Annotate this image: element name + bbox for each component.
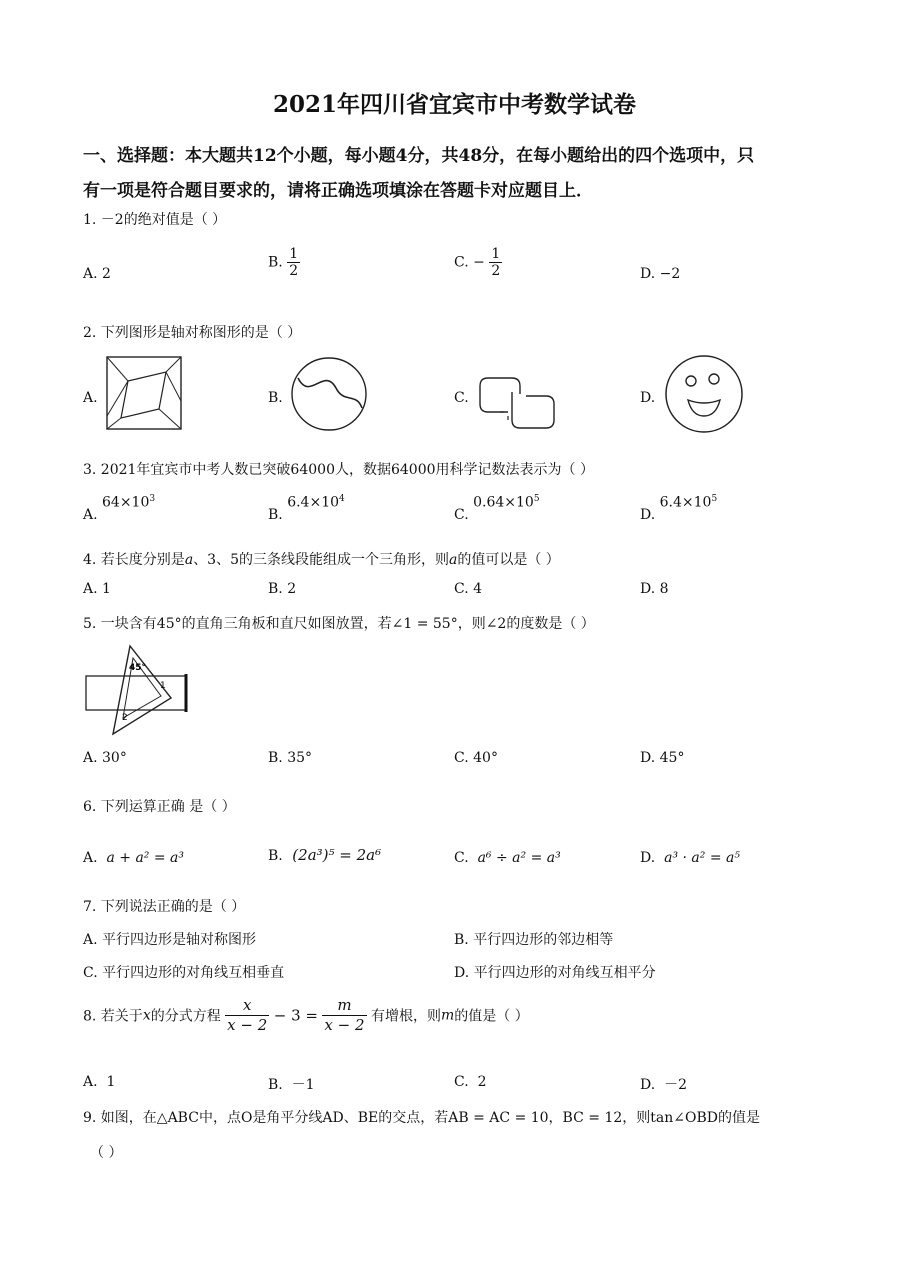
q3-a-value: 64×10 [102, 494, 150, 511]
q3-option-b[interactable] [268, 494, 345, 523]
q4-option-c[interactable] [454, 581, 482, 597]
q3-stem: 3. 2021年宜宾市中考人数已突破64000人，数据64000用科学记数法表示为（ ） [83, 462, 594, 478]
section-heading-line1: 一、选择题：本大题共12个小题，每小题4分，共48分，在每小题给出的四个选项中，只 [83, 146, 755, 166]
q6-c-label: C. [454, 850, 469, 866]
q6-a-label: A. [83, 850, 98, 866]
q8-option-a[interactable] [83, 1074, 115, 1090]
q6-c-value: a⁶ ÷ a² = a³ [477, 850, 561, 866]
q4-option-d[interactable] [640, 581, 669, 597]
q4-d-value: 8 [659, 581, 669, 597]
q8-c-value: 2 [477, 1074, 487, 1090]
q8-fraction-right [322, 996, 366, 1035]
q5-c-label: C. [454, 750, 469, 766]
q3-d-value: 6.4×10 [659, 494, 712, 511]
q1-c-sign: − [473, 254, 485, 271]
q5-fig-45-label: 45° [129, 663, 147, 673]
q4-stem [83, 549, 560, 569]
page-title: 2021年四川省宜宾市中考数学试卷 [272, 91, 636, 118]
q5-stem: 5. 一块含有45°的直角三角板和直尺如图放置，若∠1 = 55°，则∠2的度数是（ ） [83, 616, 595, 632]
q1-option-b[interactable] [268, 246, 300, 279]
q5-a-value: 30° [102, 750, 127, 766]
q2-a-label[interactable]: A. [83, 390, 98, 406]
q1-d-value: −2 [659, 266, 681, 282]
q6-d-label: D. [640, 850, 656, 866]
q3-d-exp: 5 [711, 494, 718, 504]
q1-c-den: 2 [491, 263, 501, 279]
q6-stem: 6. 下列运算正确 是（ ） [83, 799, 236, 815]
q1-option-d[interactable] [640, 266, 680, 282]
q5-d-value: 45° [659, 750, 685, 766]
q3-a-exp: 3 [149, 494, 156, 504]
q2-figure-a-icon [106, 356, 182, 430]
q6-d-value: a³ · a² = a⁵ [664, 850, 740, 866]
q8-stem-pre: 8. 若关于 [83, 1008, 143, 1025]
q8-frac1-num: x [225, 996, 269, 1016]
q3-b-value: 6.4×10 [287, 494, 340, 511]
q8-c-label: C. [454, 1074, 469, 1090]
q5-c-value: 40° [473, 750, 498, 766]
q8-minus3: − 3 = [273, 1006, 318, 1025]
q1-option-c[interactable] [454, 246, 502, 279]
q3-a-label: A. [83, 506, 98, 523]
q1-option-a[interactable] [83, 266, 111, 282]
q5-fig-angle1-label: 1 [160, 681, 166, 691]
q8-frac2-num: m [322, 996, 366, 1016]
q5-b-label: B. [268, 750, 283, 766]
q8-var-x: x [142, 1007, 151, 1024]
q5-b-value: 35° [287, 750, 313, 766]
q1-b-label: B. [268, 254, 283, 271]
q1-b-fraction [287, 246, 300, 279]
q6-b-label: B. [268, 848, 283, 864]
q4-var-a2: a [449, 552, 458, 568]
q6-option-b[interactable] [268, 846, 381, 864]
q3-option-d[interactable] [640, 494, 718, 523]
q7-option-c[interactable]: C. 平行四边形的对角线互相垂直 [83, 965, 285, 981]
q8-d-value: －2 [664, 1077, 688, 1093]
q3-c-label: C. [454, 506, 469, 523]
q3-b-label: B. [268, 506, 283, 523]
q4-stem-pre: 4. 若长度分别是 [83, 552, 185, 568]
q8-a-label: A. [83, 1074, 98, 1090]
q7-option-b[interactable]: B. 平行四边形的邻边相等 [454, 932, 614, 948]
q4-d-label: D. [640, 581, 656, 597]
q6-option-a[interactable] [83, 850, 184, 866]
q8-option-b[interactable] [268, 1074, 315, 1094]
q8-option-d[interactable] [640, 1074, 687, 1094]
q4-var-a: a [184, 552, 194, 568]
q1-b-num: 1 [289, 246, 299, 262]
q4-b-value: 2 [287, 581, 297, 597]
q8-b-label: B. [268, 1077, 283, 1093]
q7-option-a[interactable]: A. 平行四边形是轴对称图形 [83, 932, 257, 948]
q3-d-label: D. [640, 506, 656, 523]
q1-a-label: A. [83, 266, 98, 282]
q8-option-c[interactable] [454, 1074, 487, 1090]
q4-b-label: B. [268, 581, 283, 597]
q4-a-label: A. [83, 581, 98, 597]
q5-d-label: D. [640, 750, 656, 766]
q8-d-label: D. [640, 1077, 656, 1093]
q4-option-a[interactable] [83, 581, 111, 597]
q8-stem-post1: 有增根，则 [370, 1008, 441, 1025]
q2-d-label[interactable]: D. [640, 390, 656, 406]
q9-stem-line2: （ ） [90, 1145, 123, 1161]
q8-stem-post2: 的值是（ ） [454, 1008, 529, 1025]
q4-stem-post: 的值可以是（ ） [457, 552, 560, 568]
q6-b-value: (2a³)⁵ = 2a⁶ [292, 846, 382, 864]
q9-stem-line1: 9. 如图，在△ABC中，点O是角平分线AD、BE的交点，若AB = AC = 10，BC = 12，则tan∠OBD的值是 [83, 1110, 760, 1126]
q1-c-num: 1 [491, 246, 501, 262]
q5-option-d[interactable] [640, 750, 684, 766]
q5-option-b[interactable] [268, 750, 312, 766]
q4-a-value: 1 [102, 581, 111, 597]
q3-option-c[interactable] [454, 494, 540, 523]
q8-frac1-den: x − 2 [227, 1016, 268, 1034]
q6-option-c[interactable] [454, 850, 561, 866]
q8-fraction-left [225, 996, 269, 1035]
q3-c-value: 0.64×10 [473, 494, 534, 511]
q5-option-a[interactable] [83, 750, 127, 766]
q6-a-value: a + a² = a³ [106, 850, 184, 866]
q5-figure-triangle-ruler-icon [85, 644, 191, 736]
q2-c-label[interactable]: C. [454, 390, 469, 406]
q2-figure-c-icon [478, 376, 556, 430]
q4-c-value: 4 [473, 581, 483, 597]
q2-b-label[interactable]: B. [268, 390, 283, 406]
q1-c-fraction [489, 246, 502, 279]
q2-figure-d-smiley-icon [664, 354, 744, 434]
q4-option-b[interactable] [268, 581, 296, 597]
q8-frac2-den: x − 2 [324, 1016, 365, 1034]
q1-stem: 1. －2的绝对值是（ ） [83, 212, 227, 228]
q8-var-m: m [440, 1007, 455, 1024]
q3-b-exp: 4 [339, 494, 345, 504]
q1-a-value: 2 [102, 266, 111, 282]
q7-option-d[interactable]: D. 平行四边形的对角线互相平分 [454, 965, 656, 981]
q5-a-label: A. [83, 750, 98, 766]
q7-stem: 7. 下列说法正确的是（ ） [83, 899, 246, 915]
q8-b-value: －1 [291, 1077, 315, 1093]
q8-stem-mid: 的分式方程 [150, 1008, 221, 1025]
q1-c-label: C. [454, 254, 469, 271]
q5-fig-angle2-label: 2 [122, 713, 128, 723]
q2-figure-b-icon [290, 356, 368, 432]
q8-stem [83, 996, 529, 1035]
q5-option-c[interactable] [454, 750, 498, 766]
q1-b-den: 2 [289, 263, 299, 279]
q2-stem: 2. 下列图形是轴对称图形的是（ ） [83, 325, 302, 341]
q3-option-a[interactable] [83, 494, 156, 523]
q6-option-d[interactable] [640, 850, 740, 866]
q8-a-value: 1 [106, 1074, 116, 1090]
q4-c-label: C. [454, 581, 469, 597]
q4-stem-mid: 、3、5的三条线段能组成一个三角形，则 [193, 552, 449, 568]
q1-d-label: D. [640, 266, 656, 282]
section-heading-line2: 有一项是符合题目要求的，请将正确选项填涂在答题卡对应题目上． [83, 181, 593, 201]
q3-c-exp: 5 [533, 494, 540, 504]
